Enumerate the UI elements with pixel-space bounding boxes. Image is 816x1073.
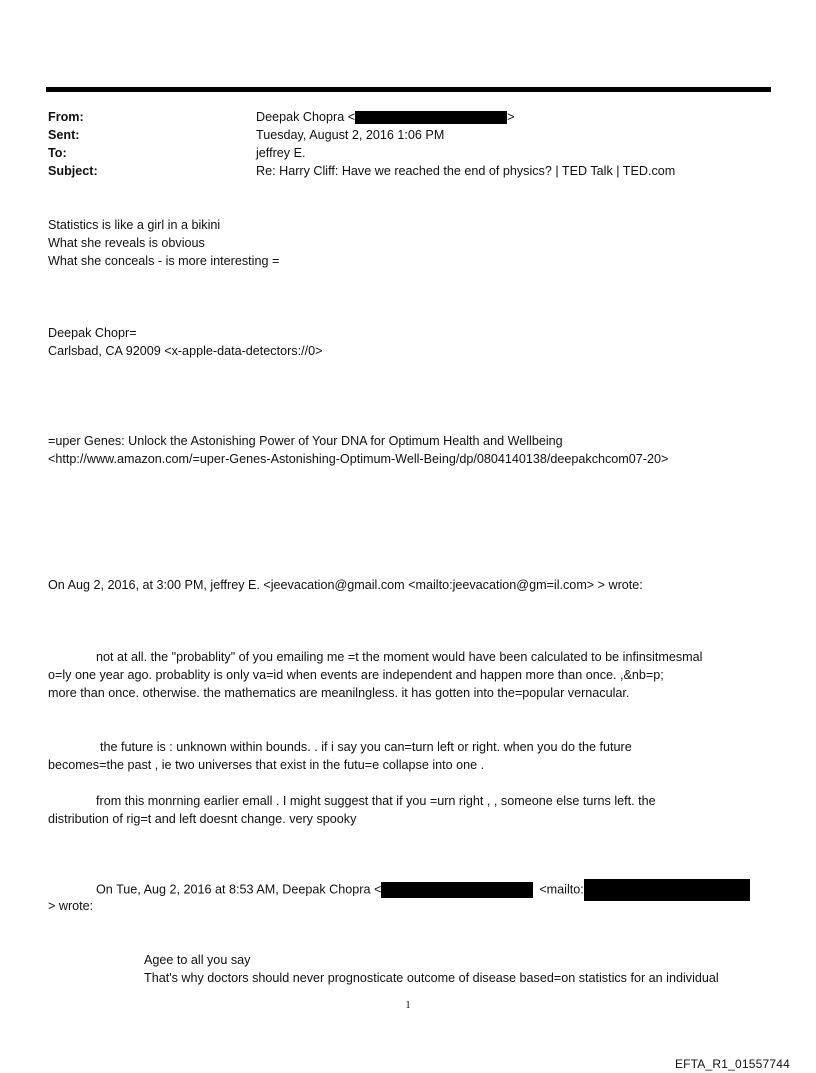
- sent-row: [48, 126, 770, 144]
- paragraph-line: not at all. the "probablity" of you emailing me =t the moment would have been calculated to be infinsitmesmal: [96, 650, 703, 664]
- paragraph-line: o=ly one year ago. probablity is only va=id when events are independent and happen more than once. ,&nb=p;: [48, 668, 664, 682]
- header-rule: [46, 87, 771, 92]
- page-number: 1: [405, 999, 411, 1011]
- subject-label: Subject:: [48, 164, 98, 178]
- to-row: [48, 144, 770, 162]
- document-id: EFTA_R1_01557744: [674, 1057, 790, 1071]
- paragraph-line: the future is : unknown within bounds. . if i say you can=turn left or right. when you do the future: [100, 740, 632, 754]
- redacted-email-block: [584, 879, 750, 901]
- paragraph-line: distribution of rig=t and left doesnt change. very spooky: [48, 812, 357, 826]
- paragraph-line: more than once. otherwise. the mathematics are meanilngless. it has gotten into the=popular vernacular.: [48, 686, 630, 700]
- from-value: [256, 108, 514, 126]
- book-link[interactable]: <http://www.amazon.com/=uper-Genes-Astonishing-Optimum-Well-Being/dp/0804140138/deepakchcom07-20>: [48, 452, 669, 466]
- reply-line: That's why doctors should never prognosticate outcome of disease based=on statistics for an individual: [144, 971, 719, 985]
- to-label: To:: [48, 146, 67, 160]
- sent-label: Sent:: [48, 128, 80, 142]
- redacted-email-block: [355, 111, 507, 124]
- sent-value: Tuesday, August 2, 2016 1:06 PM: [256, 128, 445, 142]
- quote-header: On Aug 2, 2016, at 3:00 PM, jeffrey E. <jeevacation@gmail.com <mailto:jeevacation@gm=il.com> > wrote:: [48, 578, 643, 592]
- signature-name: Deepak Chopr=: [48, 326, 137, 340]
- email-header: [48, 108, 770, 180]
- paragraph-line: from this monrning earlier emall . I might suggest that if you =urn right , , someone else turns left. the: [96, 794, 656, 808]
- reply-line: Agee to all you say: [144, 953, 251, 967]
- stats-line: Statistics is like a girl in a bikini: [48, 218, 221, 232]
- from-label: From:: [48, 110, 84, 124]
- redacted-email-block: [381, 882, 533, 898]
- from-close: >: [507, 110, 515, 124]
- book-title: =uper Genes: Unlock the Astonishing Power of Your DNA for Optimum Health and Wellbeing: [48, 434, 563, 448]
- to-value: jeffrey E.: [256, 146, 306, 160]
- subject-row: [48, 162, 770, 180]
- quote2-mailto: <mailto:: [539, 882, 584, 897]
- stats-line: What she reveals is obvious: [48, 236, 205, 250]
- quote-wrote: > wrote:: [48, 899, 94, 913]
- quote2-prefix: On Tue, Aug 2, 2016 at 8:53 AM, Deepak Chopra <: [96, 882, 382, 897]
- signature-address: Carlsbad, CA 92009 <x-apple-data-detectors://0>: [48, 344, 323, 358]
- quote-header-2: [96, 879, 750, 901]
- from-row: [48, 108, 770, 126]
- subject-value: Re: Harry Cliff: Have we reached the end of physics? | TED Talk | TED.com: [256, 164, 676, 178]
- paragraph-line: becomes=the past , ie two universes that exist in the futu=e collapse into one .: [48, 758, 485, 772]
- stats-line: What she conceals - is more interesting =: [48, 254, 280, 268]
- from-name: Deepak Chopra <: [256, 110, 356, 124]
